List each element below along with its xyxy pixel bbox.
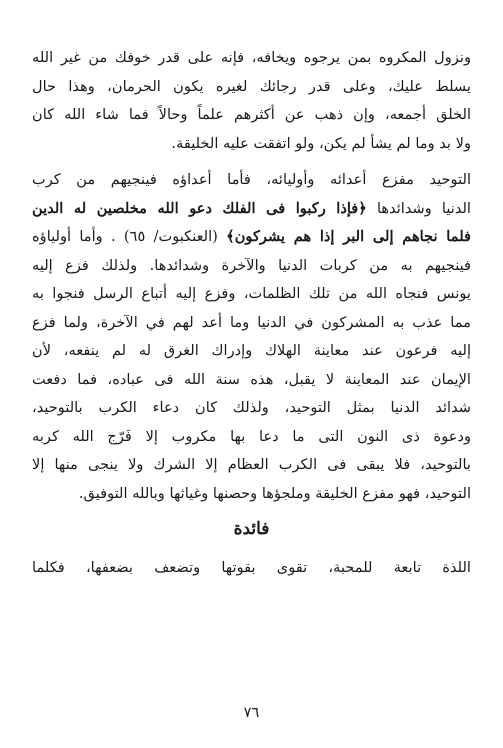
text-line: يسلط عليك، وعلى قدر رجائك لغيره يكون الحرمان، وهذا حال <box>32 77 471 95</box>
text-line: اللذة تابعة للمحبة، تقوى بقوتها وتضعف بضعفها، فكلما <box>32 559 471 576</box>
text-segment: الدنيا وشدائدها <box>376 199 471 217</box>
text-line: التوحيد مفزع أعدائه وأوليائه، فأما أعداؤه فينجيهم من كرب <box>32 171 471 188</box>
text-line: شدائد الدنيا بمثل التوحيد، ولذلك كان دعاء الكرب بالتوحيد، <box>32 399 471 416</box>
text-line: مما عذب به المشركون في الدنيا وما أعد لهم في الآخرة، ولما فزع <box>32 313 471 331</box>
verse-citation: (العنكبوت/ ٦٥) . وأما أولياؤه <box>32 228 218 245</box>
section-heading: فائدة <box>233 519 270 539</box>
text-line: ودعوة ذى النون التى ما دعا بها مكروب إلا فَرّج الله كربه <box>32 427 471 445</box>
text-line: الإيمان عند المعاينة لا يقبل، هذه سنة الله فى عباده، فما دفعت <box>32 370 471 388</box>
text-line: الخلق أجمعه، وإن ذهب عن أكثرهم علماً وحالاً فما شاء الله كان <box>32 106 471 123</box>
text-line: بالتوحيد، فلا يبقى فى الكرب العظام إلا الشرك ولا ينجى منها إلا <box>32 456 471 473</box>
paragraph-3 <box>32 554 471 583</box>
text-line: ولا بد وما لم يشأ لم يكن، ولو اتفقت عليه الخليقة. <box>171 134 471 152</box>
text-line: يونس فنجاه الله من تلك الظلمات، وفزع إليه أتباع الرسل فنجوا به <box>32 285 471 302</box>
quran-verse: فلما نجاهم إلى البر إذا هم يشركون﴾ <box>226 228 471 245</box>
paragraph-1 <box>32 44 471 158</box>
text-line: ونزول المكروه بمن يرجوه ويخافه، فإنه على قدر خوفك من غير الله <box>32 49 471 66</box>
text-line: فينجيهم به من كربات الدنيا والآخرة وشدائدها. ولذلك فزع إليه <box>32 256 471 274</box>
page-number: ٧٦ <box>243 704 260 721</box>
text-line: التوحيد، فهو مفزع الخليقة وملجؤها وحصنها وغياثها وبالله التوفيق. <box>78 484 471 502</box>
paragraph-2 <box>32 166 471 508</box>
text-line: إليه فرعون عند معاينة الهلاك وإدراك الغرق له لم ينفعه، لأن <box>32 342 471 359</box>
quran-verse: ﴿فإذا ركبوا فى الفلك دعو الله مخلصين له الدين <box>32 199 367 217</box>
text-line-with-verse <box>32 195 471 224</box>
text-line-with-verse <box>32 223 471 252</box>
